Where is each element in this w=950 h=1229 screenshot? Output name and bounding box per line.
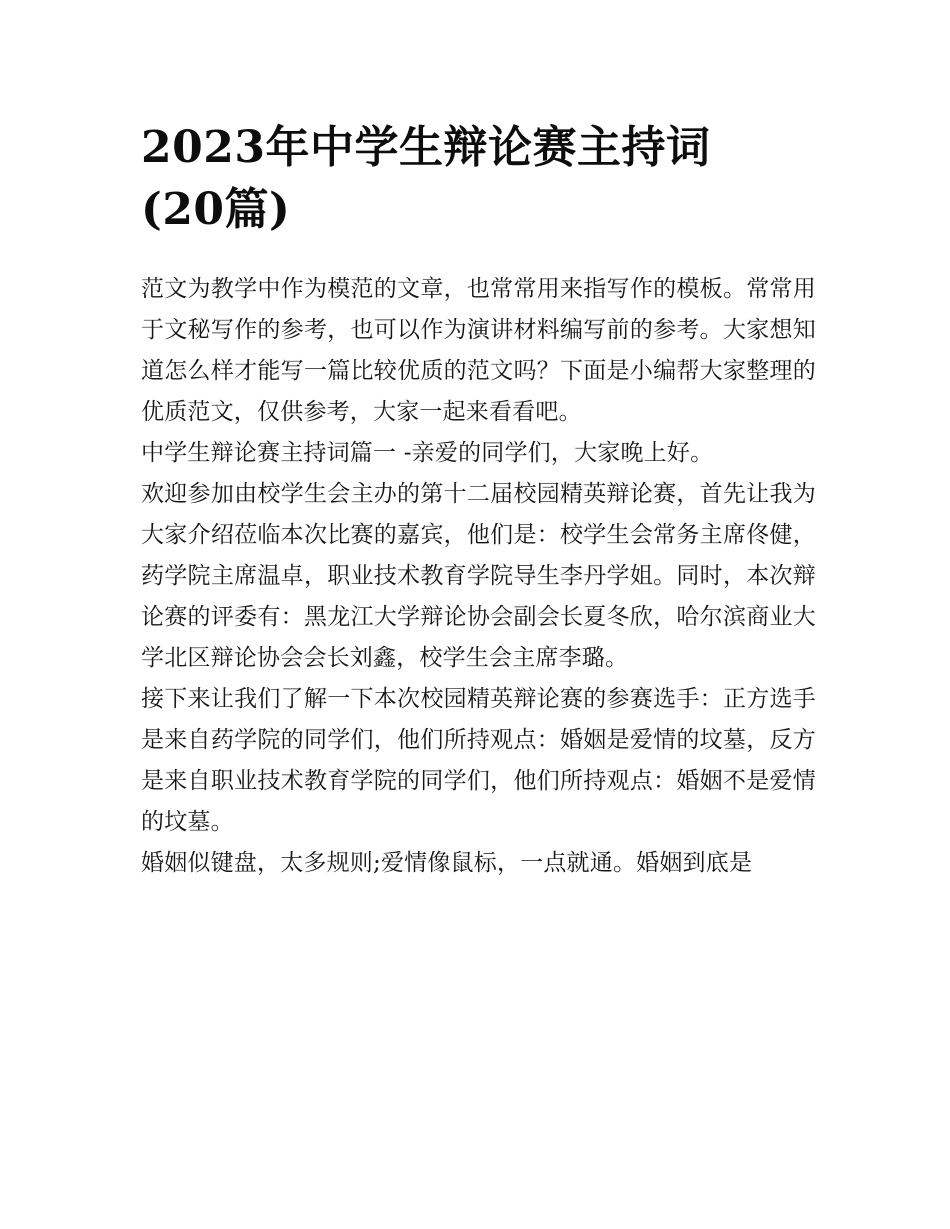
document-title: 2023年中学生辩论赛主持词(20篇) bbox=[141, 122, 711, 235]
paragraph-topic: 婚姻似键盘，太多规则;爱情像鼠标，一点就通。婚姻到底是 bbox=[141, 850, 753, 876]
document-page bbox=[141, 0, 816, 884]
paragraph-contestants: 接下来让我们了解一下本次校园精英辩论赛的参赛选手：正方选手是来自药学院的同学们，他们所持观点：婚姻是爱情的坟墓，反方是来自职业技术教育学院的同学们，他们所持观点：婚姻不是爱情的坟墓。 bbox=[141, 686, 816, 835]
paragraph-guests: 欢迎参加由校学生会主办的第十二届校园精英辩论赛，首先让我为大家介绍莅临本次比赛的嘉宾，他们是：校学生会常务主席佟健，药学院主席温卓，职业技术教育学院导生李丹学姐。同时，本次辩论赛的评委有：黑龙江大学辩论协会副会长夏冬欣，哈尔滨商业大学北区辩论协会会长刘鑫，校学生会主席李璐。 bbox=[141, 481, 816, 671]
document-body bbox=[141, 269, 816, 884]
paragraph-greeting: 中学生辩论赛主持词篇一 -亲爱的同学们，大家晚上好。 bbox=[141, 440, 714, 466]
paragraph-intro: 范文为教学中作为模范的文章，也常常用来指写作的模板。常常用于文秘写作的参考，也可以作为演讲材料编写前的参考。大家想知道怎么样才能写一篇比较优质的范文吗？下面是小编帮大家整理的优质范文，仅供参考，大家一起来看看吧。 bbox=[141, 276, 816, 425]
